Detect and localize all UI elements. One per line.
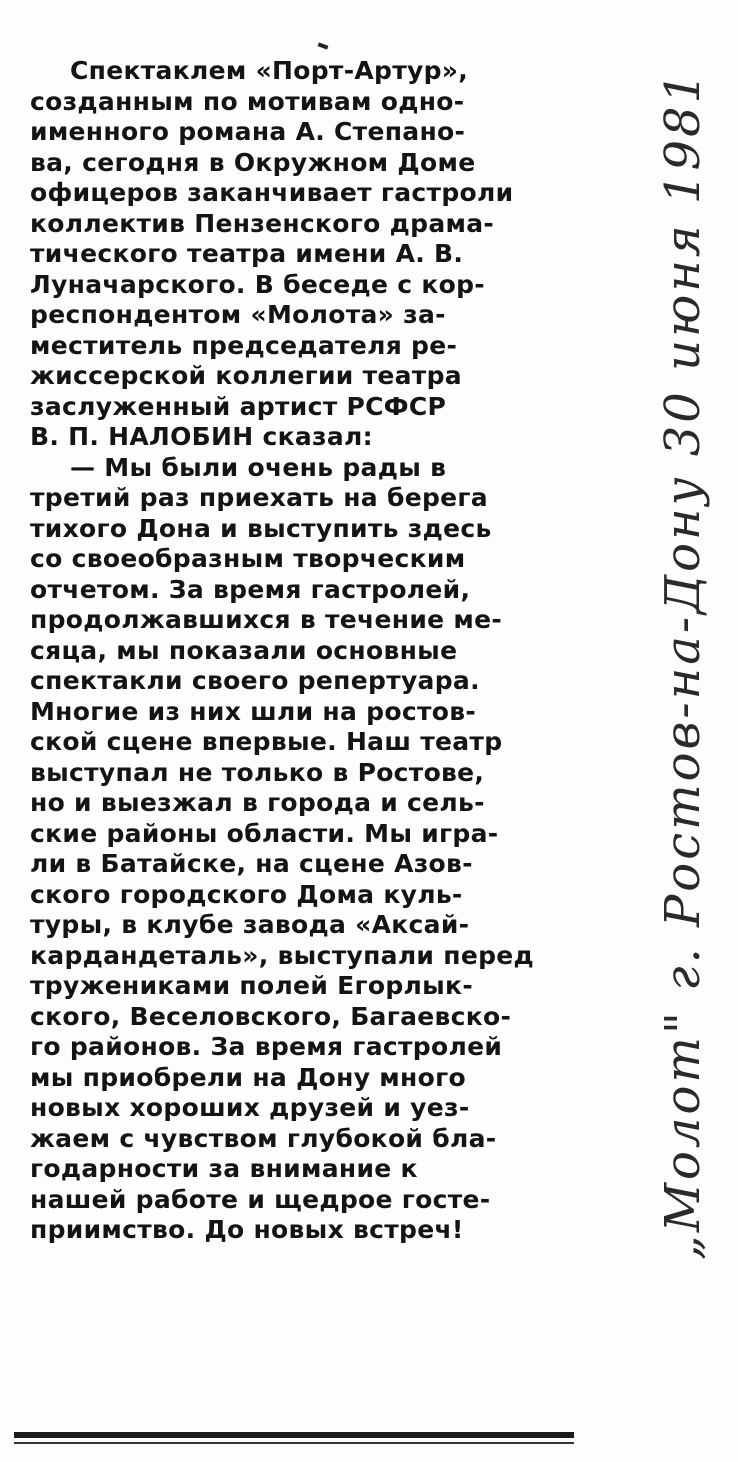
article-line: тихого Дона и выступить здесь	[30, 513, 492, 543]
article-line: мы приобрели на Дону много	[30, 1062, 466, 1092]
article-line: нашей работе и щедрое госте-	[30, 1184, 491, 1214]
handwritten-source-note: „Молот" г. Ростов-на-Дону 30 июня 1981	[655, 69, 711, 1260]
article-line: выступал не только в Ростове,	[30, 757, 485, 787]
article-line: ской сцене впервые. Наш театр	[30, 727, 503, 756]
article-line: жаем с чувством глубокой бла-	[30, 1123, 497, 1153]
article-line: ва, сегодня в Окружном Доме	[30, 147, 476, 177]
article-line: третий раз приехать на берега	[30, 483, 488, 512]
article-line: тружениками полей Егорлык-	[30, 971, 474, 1000]
article-line: продолжавшихся в течение ме-	[30, 605, 503, 634]
article-body	[30, 56, 575, 1246]
article-line: ского городского Дома куль-	[30, 879, 463, 909]
article-line: приимство. До новых встреч!	[30, 1215, 464, 1244]
article-line: именного романа А. Степано-	[30, 117, 466, 146]
article-line: но и выезжал в города и сель-	[30, 788, 485, 817]
article-line: кардандеталь», выступали перед	[30, 940, 535, 970]
article-line: спектакли своего репертуара.	[30, 666, 480, 695]
bottom-rule-thin	[14, 1442, 574, 1444]
article-line: заслуженный артист РСФСР	[30, 391, 447, 421]
article-line: ские районы области. Мы игра-	[30, 818, 499, 848]
article-line: го районов. За время гастролей	[30, 1032, 503, 1061]
article-line: Луначарского. В беседе с кор-	[30, 269, 485, 299]
article-line: В. П. НАЛОБИН сказал:	[30, 422, 373, 451]
article-line: респондентом «Молота» за-	[30, 300, 446, 329]
article-line: Спектаклем «Порт-Артур»,	[70, 56, 469, 85]
article-line: сяца, мы показали основные	[30, 635, 458, 665]
article-line: годарности за внимание к	[30, 1154, 418, 1183]
article-line: Многие из них шли на ростов-	[30, 696, 477, 726]
article-line: со своеобразным творческим	[30, 544, 466, 573]
article-line: тического театра имени А. В.	[30, 239, 464, 268]
article-line: ли в Батайске, на сцене Азов-	[30, 849, 473, 878]
article-line: меститель председателя ре-	[30, 330, 458, 360]
bottom-rule	[14, 1432, 574, 1438]
article-line: — Мы были очень рады в	[70, 452, 447, 482]
article-line: ского, Веселовского, Багаевско-	[30, 1001, 512, 1031]
article-line: жиссерской коллегии театра	[30, 361, 462, 390]
article-line: созданным по мотивам одно-	[30, 86, 465, 116]
print-mark	[318, 42, 329, 49]
article-line: отчетом. За время гастролей,	[30, 574, 471, 604]
article-line: офицеров заканчивает гастроли	[30, 178, 514, 207]
article-line: туры, в клубе завода «Аксай-	[30, 910, 470, 939]
article-line: коллектив Пензенского драма-	[30, 208, 495, 238]
article-line: новых хороших друзей и уез-	[30, 1093, 470, 1122]
article-text	[30, 56, 575, 1246]
